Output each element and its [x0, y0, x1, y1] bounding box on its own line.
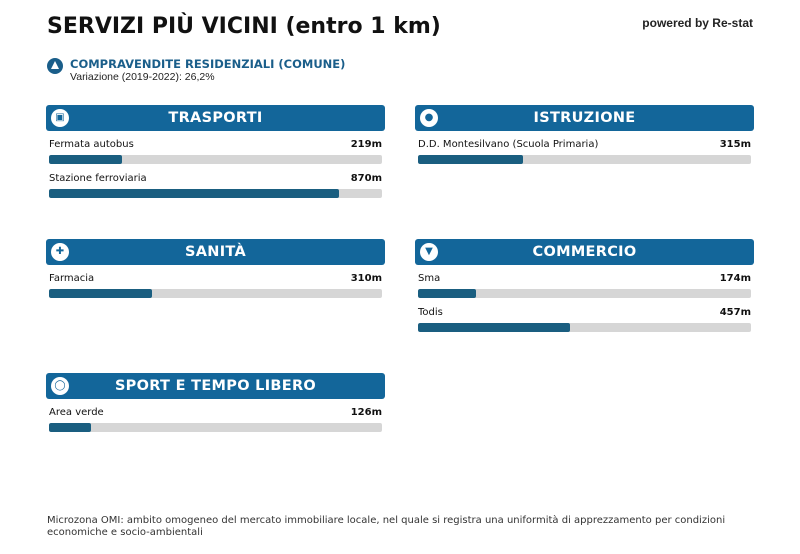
card-header [46, 373, 385, 399]
card-istruzione [415, 105, 754, 165]
list-item [49, 407, 382, 433]
item-label: Stazione ferroviaria [49, 173, 147, 184]
distance-bar-fill [49, 189, 339, 198]
list-item [418, 273, 751, 299]
page-title: SERVIZI PIÙ VICINI (entro 1 km) [47, 14, 441, 39]
tennis-ball-icon: ◯ [51, 377, 69, 395]
distance-bar-fill [49, 155, 122, 164]
item-distance: 870m [350, 173, 382, 184]
item-label: D.D. Montesilvano (Scuola Primaria) [418, 139, 599, 150]
item-label: Todis [418, 307, 443, 318]
card-title: SPORT E TEMPO LIBERO [114, 378, 317, 394]
list-item [49, 173, 382, 199]
item-distance: 174m [719, 273, 751, 284]
item-label: Sma [418, 273, 441, 284]
triangle-up-icon [47, 58, 63, 74]
card-sport [46, 373, 385, 433]
distance-bar-track [418, 155, 751, 164]
distance-bar-track [418, 289, 751, 298]
card-commercio [415, 239, 754, 333]
item-label: Farmacia [49, 273, 95, 284]
market-title: COMPRAVENDITE RESIDENZIALI (COMUNE) [70, 57, 346, 71]
list-item [49, 139, 382, 165]
distance-bar-track [49, 289, 382, 298]
distance-bar-fill [418, 155, 523, 164]
cart-icon: ▼ [420, 243, 438, 261]
distance-bar-fill [418, 289, 476, 298]
card-header [46, 239, 385, 265]
card-sanita [46, 239, 385, 299]
item-distance: 126m [350, 407, 382, 418]
card-header [415, 105, 754, 131]
card-title: ISTRUZIONE [533, 110, 636, 126]
card-title: TRASPORTI [168, 110, 263, 126]
card-header [415, 239, 754, 265]
item-label: Area verde [49, 407, 104, 418]
item-distance: 457m [719, 307, 751, 318]
distance-bar-fill [49, 423, 91, 432]
distance-bar-track [49, 189, 382, 198]
student-icon: ● [420, 109, 438, 127]
footnote: Microzona OMI: ambito omogeneo del mercato immobiliare locale, nel quale si registra una uniformità di apprezzamento per condizioni economiche e socio-ambientali [47, 515, 726, 538]
item-distance: 310m [350, 273, 382, 284]
distance-bar-fill [418, 323, 570, 332]
list-item [418, 139, 751, 165]
list-item [49, 273, 382, 299]
hospital-icon: ✚ [51, 243, 69, 261]
market-variation: Variazione (2019-2022): 26,2% [70, 71, 215, 83]
card-trasporti [46, 105, 385, 199]
card-title: SANITÀ [185, 244, 246, 260]
card-header [46, 105, 385, 131]
distance-bar-track [49, 155, 382, 164]
powered-by-label: powered by Re-stat [642, 16, 753, 30]
distance-bar-fill [49, 289, 152, 298]
item-distance: 219m [350, 139, 382, 150]
list-item [418, 307, 751, 333]
bus-icon: ▣ [51, 109, 69, 127]
item-label: Fermata autobus [49, 139, 134, 150]
distance-bar-track [418, 323, 751, 332]
distance-bar-track [49, 423, 382, 432]
card-title: COMMERCIO [532, 244, 637, 260]
item-distance: 315m [719, 139, 751, 150]
